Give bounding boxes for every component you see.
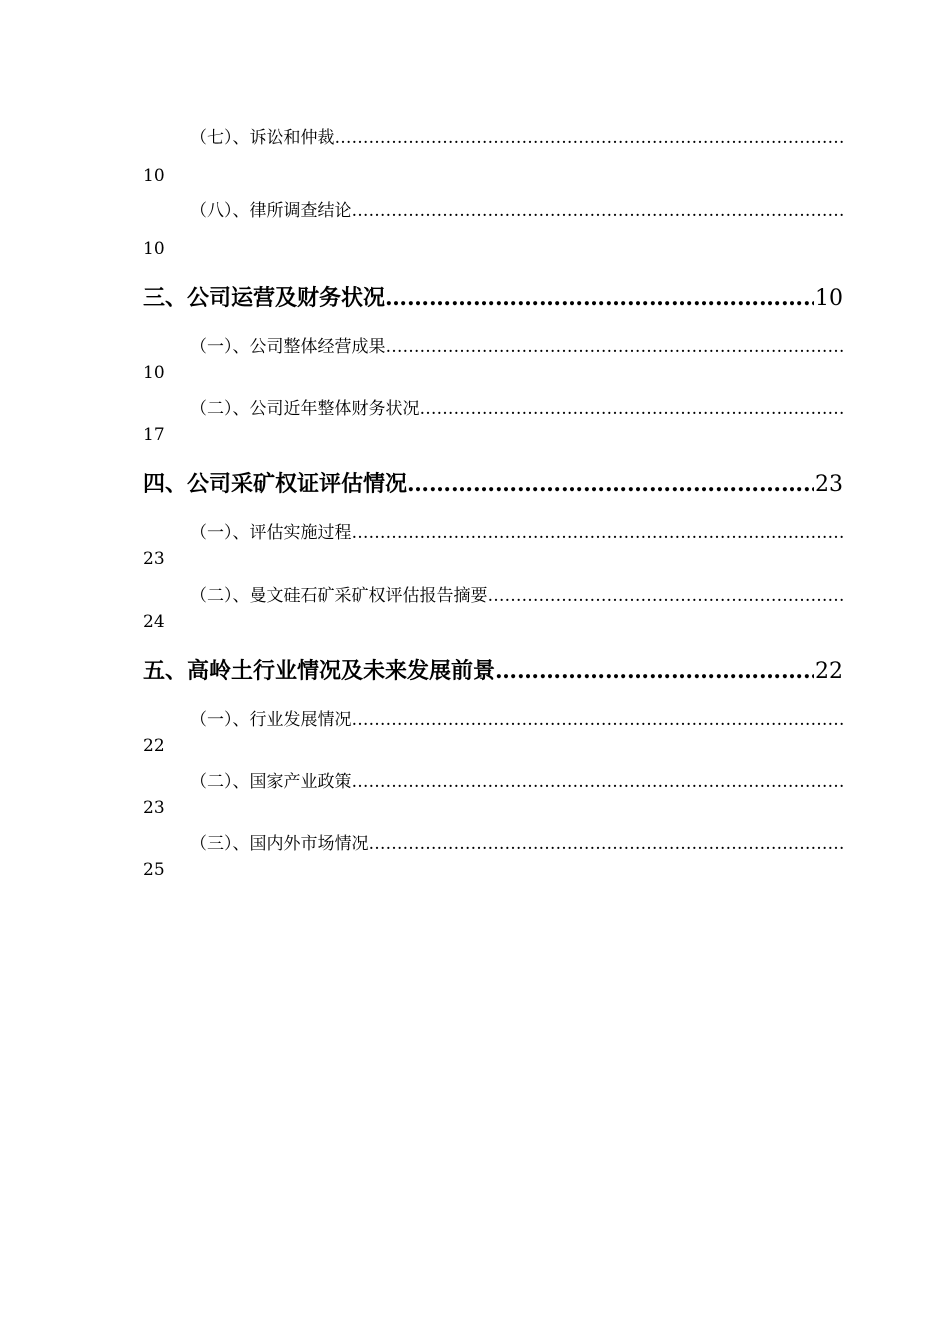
- toc-page-number: 22: [143, 736, 165, 756]
- toc-dot-leader: [369, 832, 847, 856]
- toc-entry-label: （八）、律所调查结论: [190, 201, 352, 221]
- toc-section-label: 三、公司运营及财务状况: [143, 285, 386, 311]
- toc-dot-leader: [335, 126, 847, 150]
- toc-dot-leader: [495, 656, 814, 686]
- toc-entry-label: （一）、公司整体经营成果: [190, 337, 386, 357]
- toc-page-number: 23: [143, 549, 165, 569]
- toc-section-label: 四、公司采矿权证评估情况: [143, 471, 408, 497]
- toc-dot-leader: [386, 335, 847, 359]
- toc-entry-label: （二）、国家产业政策: [190, 772, 352, 792]
- toc-page-number: 22: [815, 659, 843, 684]
- toc-dot-leader: [385, 283, 814, 313]
- toc-section-mining-rights-evaluation[interactable]: [143, 469, 843, 499]
- toc-section-label: 五、高岭土行业情况及未来发展前景: [143, 658, 496, 684]
- toc-dot-leader: [352, 521, 847, 545]
- toc-entry-national-policy[interactable]: [190, 770, 846, 794]
- toc-entry-label: （二）、曼文硅石矿采矿权评估报告摘要: [190, 586, 488, 606]
- toc-page-number: 17: [143, 425, 165, 445]
- toc-entry-label: （二）、公司近年整体财务状况: [190, 399, 420, 419]
- toc-entry-label: （一）、行业发展情况: [190, 710, 352, 730]
- toc-entry-financial-status[interactable]: [190, 397, 846, 421]
- toc-section-kaolin-industry[interactable]: [143, 656, 843, 686]
- toc-section-operations-finance[interactable]: [143, 283, 843, 313]
- toc-dot-leader: [352, 199, 847, 223]
- toc-dot-leader: [488, 584, 847, 608]
- toc-dot-leader: [407, 469, 814, 499]
- toc-entry-law-firm-conclusion[interactable]: [190, 199, 846, 223]
- toc-entry-label: （三）、国内外市场情况: [190, 834, 369, 854]
- toc-entry-litigation[interactable]: [190, 126, 846, 150]
- toc-page-number: 24: [143, 612, 165, 632]
- toc-dot-leader: [420, 397, 847, 421]
- toc-page-number: 10: [815, 286, 843, 311]
- toc-page-number: 10: [143, 166, 165, 186]
- toc-entry-market-situation[interactable]: [190, 832, 846, 856]
- toc-entry-label: （一）、评估实施过程: [190, 523, 352, 543]
- toc-page-number: 10: [143, 363, 165, 383]
- toc-page-number: 10: [143, 239, 165, 259]
- toc-entry-evaluation-process[interactable]: [190, 521, 846, 545]
- toc-entry-label: （七）、诉讼和仲裁: [190, 128, 335, 148]
- toc-page-number: 23: [143, 798, 165, 818]
- toc-entry-industry-development[interactable]: [190, 708, 846, 732]
- toc-entry-operating-results[interactable]: [190, 335, 846, 359]
- toc-dot-leader: [352, 708, 847, 732]
- toc-dot-leader: [352, 770, 847, 794]
- toc-entry-evaluation-report-summary[interactable]: [190, 584, 846, 608]
- toc-page-number: 25: [143, 860, 165, 880]
- toc-page-number: 23: [815, 472, 843, 497]
